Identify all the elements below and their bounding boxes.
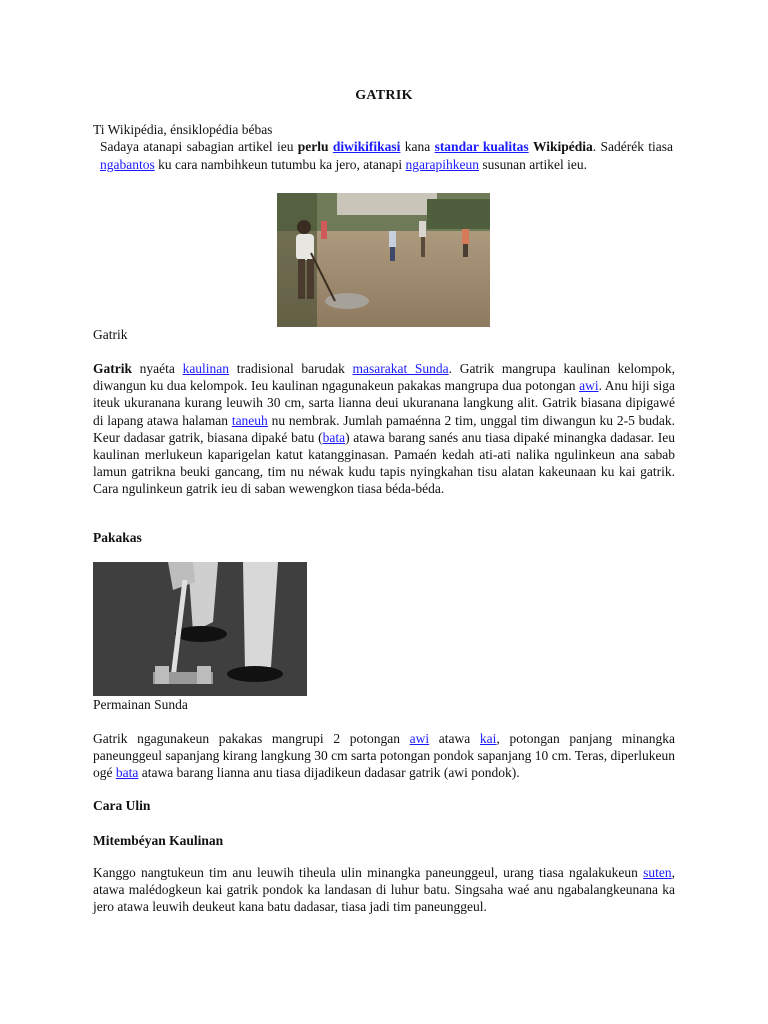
paragraph-text: nu nembrak. Jumlah pamaénna 2 tim, unggal tim diwangun ku 2-5 budak. Keur dadasar gatrik, biasana dipaké batu ( <box>93 412 675 445</box>
paragraph-text: atawa <box>429 731 480 746</box>
link-diwikifikasi[interactable]: diwikifikasi <box>332 139 401 154</box>
notice-text: susunan artikel ieu. <box>479 157 588 173</box>
paragraph-text: . Gatrik mangrupa kaulinan kelompok, diwangun ku dua kelompok. Ieu kaulinan ngagunakeun pakakas mangrupa dua potongan <box>93 361 676 394</box>
page-title: GATRIK <box>355 88 413 103</box>
link-standar-kualitas[interactable]: standar kualitas <box>434 139 529 154</box>
link-kaulinan[interactable]: kaulinan <box>182 361 230 376</box>
photo-illustration <box>277 193 490 327</box>
paragraph-text: Kanggo nangtukeun tim anu leuwih tiheula ulin minangka paneunggeul, urang tiasa ngalakukeun <box>93 865 644 880</box>
notice-bold: perlu <box>297 139 329 154</box>
section-heading-cara-ulin: Cara Ulin <box>93 798 151 813</box>
link-suten[interactable]: suten <box>643 865 672 880</box>
link-masarakat-sunda[interactable]: masarakat Sunda <box>352 361 449 376</box>
link-awi[interactable]: awi <box>409 731 430 746</box>
figure-caption-gatrik: Gatrik <box>93 327 128 342</box>
paragraph-text: ) atawa barang sanés anu tiasa dipaké minangka dadasar. Ieu kaulinan merlukeun kaparigelan katut katangginasan. Pamaén kedah ati-ati nalika ngulinkeun ana sabab lamun gatrikna beuki gancang, tim nu néwak kudu tapis nyingkahan tisu alatan kakeunaan ku kai gatrik. Cara ngulinkeun gatrik ieu di saban wewengkon tiasa béda-béda. <box>93 429 675 497</box>
notice-bold: Wikipédia <box>533 139 593 154</box>
paragraph-text: , potongan panjang minangka paneunggeul sapanjang kirang langkung 30 cm sarta potongan pondok sapanjang 10 cm. Teras, diperlukeun ogé <box>93 731 675 781</box>
notice-text: ku cara nambihkeun tutumbu ka jero, atanapi <box>154 157 406 173</box>
link-awi[interactable]: awi <box>579 378 599 394</box>
paragraph-text: nyaéta <box>132 361 183 376</box>
photo-illustration <box>93 562 307 696</box>
paragraph-text: Gatrik ngagunakeun pakakas mangrupi 2 potongan <box>93 731 410 746</box>
mitembeyan-paragraph <box>93 864 675 916</box>
section-heading-mitembeyan: Mitembéyan Kaulinan <box>93 833 224 848</box>
figure-caption-permainan-sunda: Permainan Sunda <box>93 697 188 712</box>
link-ngabantos[interactable]: ngabantos <box>100 157 155 173</box>
paragraph-text: , atawa malédogkeun kai gatrik pondok ka landasan di luhur batu. Singsaha waé anu ngabalangkeunana ka jero atawa leuwih deukeut kana batu dadasar, tiasa jadi tim paneunggeul. <box>93 865 675 915</box>
paragraph-text: . Anu hiji siga iteuk ukuranana kurang leuwih 30 cm, sarta lianna deui ukuranana langkung alit. Gatrik biasana dipigawé di lapang atawa halaman <box>93 378 675 428</box>
pakakas-paragraph <box>93 730 675 782</box>
section-heading-pakakas: Pakakas <box>93 530 142 545</box>
link-kai[interactable]: kai <box>479 731 497 746</box>
link-bata[interactable]: bata <box>322 429 346 445</box>
link-bata[interactable]: bata <box>115 765 139 781</box>
link-ngarapihkeun[interactable]: ngarapihkeun <box>405 157 480 173</box>
gatrik-tools-photo <box>93 562 307 696</box>
subtitle: Ti Wikipédia, énsiklopédia bébas <box>93 122 273 137</box>
paragraph-text: tradisional barudak <box>229 361 353 376</box>
notice-text: . Sadérék tiasa <box>592 139 674 154</box>
intro-paragraph <box>93 360 675 498</box>
notice-text: Sadaya atanapi sabagian artikel ieu <box>100 139 298 154</box>
wikify-notice <box>100 138 673 174</box>
term-gatrik: Gatrik <box>93 361 132 376</box>
notice-text: kana <box>400 139 435 154</box>
link-taneuh[interactable]: taneuh <box>231 412 268 428</box>
paragraph-text: atawa barang lianna anu tiasa dijadikeun dadasar gatrik (awi pondok). <box>138 765 520 781</box>
gatrik-children-photo <box>277 193 490 327</box>
